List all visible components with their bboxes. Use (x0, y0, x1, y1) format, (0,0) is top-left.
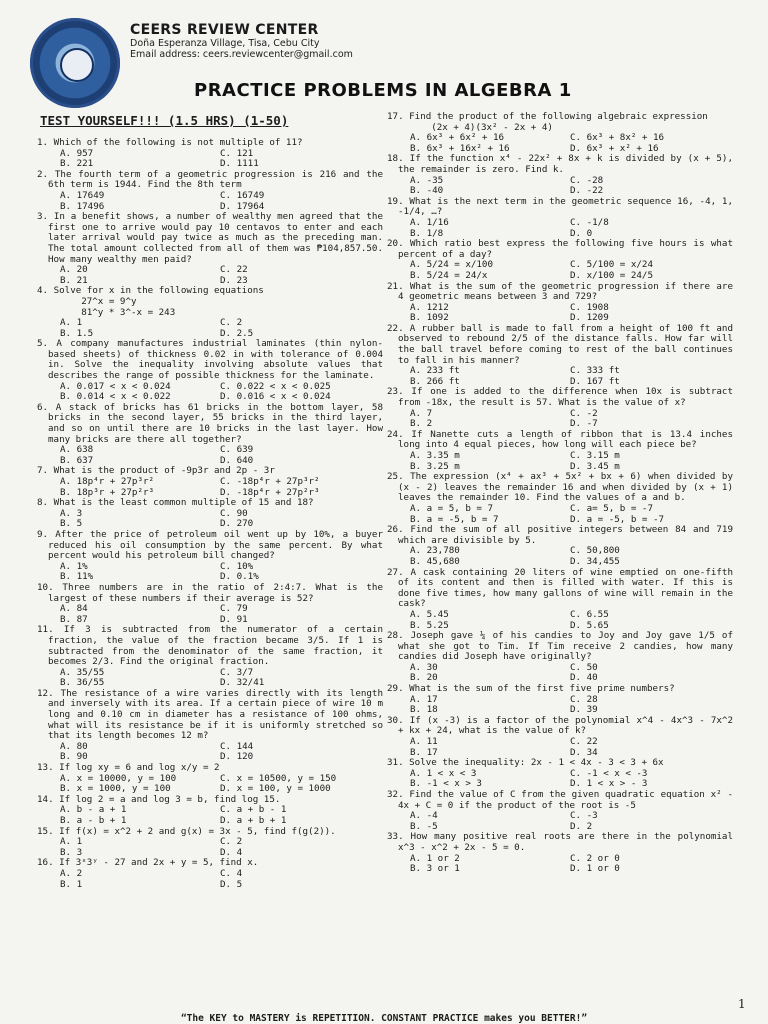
answer-option: B. 5/24 = 24/x (410, 269, 488, 281)
question-text: 27. A cask containing 20 liters of wine emptied on one-fifth of its content and then is filled with water. If this is done five times, how many gallons of wine will remain in the cask? (387, 566, 739, 610)
answer-options (387, 218, 733, 239)
answer-options (387, 737, 733, 758)
answer-option: C. 2 (220, 317, 243, 329)
answer-option: D. a = -5, b = -7 (570, 513, 665, 525)
question-text: 28. Joseph gave ¼ of his candies to Joy and Joy gave 1/5 of what she got to Tim. If Tim receive 2 candies, how many candies did Joseph have originally? (387, 630, 739, 663)
question-text: 32. Find the value of C from the given quadratic equation x² - 4x + C = 0 if the product of the root is -5 (387, 789, 739, 811)
question-item (37, 827, 383, 859)
footer-quote: “The KEY to MASTERY is REPETITION. CONSTANT PRACTICE makes you BETTER!” (180, 1013, 588, 1024)
answer-option: A. 1 (60, 836, 83, 848)
answer-options (37, 774, 383, 795)
question-item (387, 153, 739, 197)
question-item (387, 758, 733, 790)
question-text: 9. After the price of petroleum oil went up by 10%, a buyer reduced his oil consumption by the same percent. By what percent would his petroleum bill changed? (37, 528, 389, 562)
question-text: 8. What is the least common multiple of 15 and 18? (37, 497, 314, 509)
question-text: 26. Find the sum of all positive integers between 84 and 719 which are divisible by 5. (387, 524, 739, 546)
answer-option: D. 5 (220, 878, 243, 890)
answer-option: A. 20 (60, 264, 88, 276)
answer-option: C. 50,800 (570, 545, 620, 557)
answer-option: D. -22 (570, 185, 604, 197)
answer-option: A. -35 (410, 174, 444, 186)
answer-option: B. a = -5, b = 7 (410, 513, 499, 525)
answer-option: D. 34,455 (570, 555, 620, 567)
question-text: 23. If one is added to the difference when 10x is subtract from -18x, the result is 57. What is the value of x? (387, 386, 739, 409)
question-text: 7. What is the product of -9p3r and 2p - 3r (37, 465, 275, 477)
answer-option: A. 1212 (410, 301, 449, 313)
answer-option: C. 3.15 m (570, 450, 620, 461)
question-item (387, 471, 739, 525)
answer-option: B. 36/55 (60, 677, 105, 689)
answer-option: A. 1/16 (410, 216, 449, 228)
center-address: Doña Esperanza Village, Tisa, Cebu City (130, 38, 320, 49)
question-item (37, 795, 383, 827)
answer-option: D. 91 (220, 613, 248, 625)
answer-option: B. 18p³r + 27p²r³ (60, 486, 155, 498)
question-item (37, 498, 383, 530)
answer-options (387, 854, 733, 875)
question-item (387, 322, 739, 388)
answer-option: B. 1/8 (410, 227, 444, 239)
answer-options (387, 663, 733, 684)
question-item (387, 831, 739, 875)
answer-option: A. 84 (60, 603, 88, 615)
answer-option: C. 2 (220, 836, 243, 848)
page-number: 1 (738, 997, 746, 1011)
answer-option: D. 0 (570, 227, 593, 239)
answer-option: D. x/100 = 24/5 (570, 269, 653, 281)
answer-option: C. -3 (570, 810, 598, 822)
answer-option: B. 17496 (60, 200, 105, 212)
answer-option: A. 17649 (60, 189, 105, 201)
answer-option: A. 18p⁴r + 27p³r² (60, 476, 155, 487)
answer-option: D. 120 (220, 751, 254, 763)
question-item (37, 286, 383, 339)
answer-option: A. 17 (410, 693, 438, 705)
left-question-column (37, 137, 389, 890)
answer-options (37, 382, 383, 403)
question-item (37, 763, 383, 795)
question-item (387, 280, 739, 324)
answer-options (387, 769, 733, 790)
center-name: CEERS REVIEW CENTER (130, 22, 319, 38)
answer-option: B. 1092 (410, 312, 449, 324)
question-item (387, 684, 733, 716)
question-item (37, 211, 389, 286)
question-item (387, 386, 739, 430)
answer-option: A. 7 (410, 407, 433, 419)
answer-option: A. 5.45 (410, 608, 449, 620)
answer-option: B. 5.25 (410, 619, 449, 631)
question-text: 15. If f(x) = x^2 + 2 and g(x) = 3x - 5, find f(g(2)). (37, 825, 336, 837)
answer-option: B. 5 (60, 518, 83, 530)
question-item (37, 466, 383, 498)
answer-option: C. 333 ft (570, 365, 620, 377)
question-text: 21. What is the sum of the geometric progression if there are 4 geometric means between 3 and 729? (387, 280, 739, 303)
question-item (387, 195, 739, 239)
answer-options (387, 409, 733, 430)
answer-options (37, 805, 383, 826)
answer-option: B. -5 (410, 820, 438, 832)
question-text: 4. Solve for x in the following equations 27^x = 9^y 81^y * 3^-x = 243 (37, 285, 264, 318)
answer-option: D. 34 (570, 746, 598, 758)
answer-option: D. 0.1% (220, 571, 259, 583)
question-text: 11. If 3 is subtracted from the numerator of a certain fraction, the value of the fraction became 3/5. If 1 is subtracted from the denominator of the same fraction, it becomes 2/3. Find the original fraction. (37, 624, 389, 668)
answer-option: C. 10% (220, 560, 254, 572)
answer-option: C. 50 (570, 661, 598, 673)
answer-option: A. 638 (60, 444, 94, 456)
answer-option: C. 0.022 < x < 0.025 (220, 380, 331, 392)
answer-option: C. 4 (220, 867, 243, 879)
question-text: 16. If 3ˣ3ʸ - 27 and 2x + y = 5, find x. (37, 857, 259, 869)
answer-option: D. 167 ft (570, 375, 620, 387)
answer-option: B. -1 < x > 3 (410, 778, 482, 790)
answer-option: C. -18p⁴r + 27p³r² (220, 476, 320, 487)
answer-options (37, 562, 383, 583)
answer-option: D. 1 or 0 (570, 863, 620, 875)
answer-option: C. -1 < x < -3 (570, 767, 648, 779)
answer-option: A. 6x³ + 6x² + 16 (410, 132, 505, 144)
answer-option: D. 17964 (220, 200, 265, 212)
answer-option: B. 17 (410, 746, 438, 758)
answer-option: D. 23 (220, 274, 248, 286)
answer-options (37, 265, 383, 286)
question-item (37, 338, 389, 403)
question-text: 6. A stack of bricks has 61 bricks in the bottom layer, 58 bricks in the second layer, 55 bricks in the third layer, and so on until there are 10 bricks in the last layer. How many bricks are there all together? (37, 401, 389, 445)
answer-option: B. 2 (410, 418, 433, 430)
answer-option: A. a = 5, b = 7 (410, 502, 493, 514)
answer-option: D. 2 (570, 820, 593, 832)
question-text: 17. Find the product of the following algebraic expression (2x + 4)(3x² - 2x + 4) (387, 111, 708, 133)
ceers-logo (30, 18, 120, 108)
answer-option: D. 6x³ + x² + 16 (570, 142, 659, 154)
answer-option: D. 40 (570, 672, 598, 684)
answer-options (387, 610, 733, 631)
answer-option: D. 4 (220, 846, 243, 858)
answer-option: A. x = 10000, y = 100 (60, 772, 177, 784)
question-text: 29. What is the sum of the first five prime numbers? (387, 683, 675, 695)
answer-option: D. 5.65 (570, 619, 609, 631)
answer-option: B. 90 (60, 751, 88, 763)
question-item (37, 528, 389, 583)
question-item (37, 168, 389, 212)
question-text: 19. What is the next term in the geometric sequence 16, -4, 1, -1/4, …? (387, 195, 739, 218)
answer-option: A. 1% (60, 560, 88, 572)
answer-options (37, 604, 383, 625)
question-item (37, 858, 383, 890)
document-title: PRACTICE PROBLEMS IN ALGEBRA 1 (194, 80, 572, 101)
answer-option: A. 1 or 2 (410, 852, 460, 864)
answer-options (37, 149, 383, 170)
question-item (387, 789, 739, 832)
question-item (387, 630, 739, 684)
answer-option: B. 3 or 1 (410, 863, 460, 875)
answer-option: A. 30 (410, 661, 438, 673)
answer-options (37, 191, 383, 212)
question-text: 20. Which ratio best express the following five hours is what percent of a day? (387, 238, 739, 260)
answer-options (37, 742, 383, 763)
answer-option: A. 233 ft (410, 365, 460, 377)
logo-emblem (60, 48, 94, 82)
answer-option: C. 16749 (220, 189, 265, 201)
question-item (37, 687, 389, 763)
question-item (387, 524, 739, 567)
question-text: 10. Three numbers are in the ratio of 2:4:7. What is the largest of these numbers if their average is 52? (37, 581, 389, 604)
answer-option: C. 22 (570, 736, 598, 748)
question-text: 12. The resistance of a wire varies directly with its length and inversely with its area. If a certain piece of wire 10 m long and 0.10 cm in diameter has a resistance of 100 ohms, what will its resistance be if it is uniformly stretched so that its length becomes 12 m? (37, 687, 389, 742)
answer-option: A. 23,780 (410, 545, 460, 557)
answer-option: B. 221 (60, 158, 94, 170)
question-item (387, 238, 739, 281)
question-item (387, 714, 739, 758)
answer-options (387, 695, 733, 716)
answer-option: B. a - b + 1 (60, 815, 127, 826)
answer-options (37, 445, 383, 466)
answer-option: B. 266 ft (410, 375, 460, 387)
answer-option: A. 0.017 < x < 0.024 (60, 380, 171, 392)
answer-option: A. 1 < x < 3 (410, 767, 477, 779)
answer-option: B. 637 (60, 454, 94, 466)
question-text: 1. Which of the following is not multiple of 11? (37, 137, 303, 148)
answer-option: C. x = 10500, y = 150 (220, 772, 337, 784)
question-text: 5. A company manufactures industrial laminates (thin nylon-based sheets) of thickness 0.02 in with tolerance of 0.004 in. Solve the inequality involving absolute values that describes the range of possible thickness for the laminate. (37, 338, 389, 382)
answer-option: B. 1 (60, 878, 83, 890)
answer-options (37, 837, 383, 858)
question-text: 2. The fourth term of a geometric progression is 216 and the 6th term is 1944. Find the 8th term (37, 168, 389, 191)
answer-option: D. 1111 (220, 158, 259, 170)
answer-option: C. 22 (220, 264, 248, 276)
question-text: 24. If Nanette cuts a length of ribbon that is 13.4 inches long into 4 equal pieces, how long will each piece be? (387, 428, 739, 451)
answer-option: B. 18 (410, 704, 438, 716)
answer-option: C. 144 (220, 740, 254, 752)
answer-option: A. 3 (60, 507, 83, 519)
answer-option: A. b - a + 1 (60, 804, 127, 816)
answer-option: B. 0.014 < x < 0.022 (60, 391, 171, 403)
question-text: 13. If log xy = 6 and log x/y = 2 (37, 762, 220, 774)
answer-option: A. 35/55 (60, 666, 105, 678)
answer-option: A. 80 (60, 740, 88, 752)
question-item (387, 428, 739, 472)
answer-option: D. 1209 (570, 312, 609, 324)
answer-option: C. 6.55 (570, 608, 609, 620)
question-item (37, 624, 389, 689)
answer-option: C. a + b - 1 (220, 804, 287, 816)
answer-option: B. 1.5 (60, 327, 94, 339)
answer-options (37, 318, 383, 339)
answer-option: D. a + b + 1 (220, 815, 287, 826)
question-text: 25. The expression (x⁴ + ax³ + 5x² + bx + 6) when divided by (x - 2) leaves the remainder 16 and when divided by (x + 1) leaves the remainder 10. Find the values of a and b. (387, 471, 739, 504)
answer-option: B. 45,680 (410, 555, 460, 567)
question-text: 31. Solve the inequality: 2x - 1 < 4x - 3 < 3 + 6x (387, 757, 664, 769)
answer-options (37, 869, 383, 890)
answer-option: B. 3 (60, 846, 83, 858)
answer-options (387, 133, 733, 154)
question-text: 30. If (x -3) is a factor of the polynomial x^4 - 4x^3 - 7x^2 + kx + 24, what is the value of k? (387, 714, 739, 737)
answer-option: C. 28 (570, 693, 598, 705)
answer-option: D. 0.016 < x < 0.024 (220, 391, 331, 403)
question-text: 18. If the function x⁴ - 22x² + 8x + k is divided by (x + 5), the remainder is zero. Find k. (387, 153, 739, 175)
answer-option: C. -28 (570, 174, 604, 186)
answer-options (387, 303, 733, 324)
answer-options (387, 504, 733, 525)
answer-option: B. x = 1000, y = 100 (60, 783, 171, 795)
answer-options (387, 546, 733, 567)
answer-option: B. 21 (60, 274, 88, 286)
answer-option: A. 3.35 m (410, 450, 460, 461)
question-text: 33. How many positive real roots are there in the polynomial x^3 - x^2 + 2x - 5 = 0. (387, 831, 739, 853)
answer-options (37, 668, 383, 689)
answer-option: D. 39 (570, 704, 598, 716)
answer-option: B. 6x³ + 16x² + 16 (410, 142, 510, 154)
answer-option: A. -4 (410, 810, 438, 822)
question-item (387, 566, 739, 632)
answer-options (387, 366, 733, 387)
answer-option: B. 87 (60, 613, 88, 625)
answer-option: D. 3.45 m (570, 460, 620, 472)
question-text: 14. If log 2 = a and log 3 = b, find log 15. (37, 793, 281, 805)
answer-option: D. 32/41 (220, 677, 265, 689)
answer-option: C. 2 or 0 (570, 852, 620, 864)
answer-option: C. a= 5, b = -7 (570, 502, 653, 514)
answer-option: C. 639 (220, 444, 254, 456)
answer-option: C. -1/8 (570, 216, 609, 228)
right-question-column (387, 111, 739, 875)
question-item (387, 112, 733, 154)
question-item (37, 581, 389, 625)
answer-option: D. -18p⁴r + 27p²r³ (220, 486, 320, 498)
answer-option: C. -2 (570, 407, 598, 419)
answer-options (37, 477, 383, 498)
question-item (37, 401, 389, 467)
question-item (37, 138, 383, 170)
answer-option: D. 2.5 (220, 327, 254, 339)
answer-option: D. 640 (220, 454, 254, 466)
answer-option: D. -7 (570, 418, 598, 430)
answer-option: D. 1 < x > - 3 (570, 778, 648, 790)
answer-option: D. x = 100, y = 1000 (220, 783, 331, 795)
answer-option: C. 121 (220, 147, 254, 159)
center-email: Email address: ceers.reviewcenter@gmail.com (130, 49, 353, 60)
answer-option: B. 20 (410, 672, 438, 684)
answer-option: B. -40 (410, 185, 444, 197)
answer-options (387, 451, 733, 472)
answer-option: C. 79 (220, 603, 248, 615)
answer-option: A. 1 (60, 317, 83, 329)
answer-options (387, 260, 733, 281)
document-header (0, 0, 768, 110)
answer-option: A. 11 (410, 736, 438, 748)
answer-option: A. 2 (60, 867, 83, 879)
answer-options (387, 811, 733, 832)
question-text: 3. In a benefit shows, a number of wealthy men agreed that the first one to arrive would pay 10 centavos to enter and each later arrival would pay twice as much as the preceding man. The total amount collected from all of them was ₱104,857.50. How many wealthy men paid? (37, 211, 389, 265)
answer-options (387, 176, 733, 197)
answer-option: A. 957 (60, 147, 94, 159)
answer-option: A. 5/24 = x/100 (410, 259, 493, 271)
answer-option: C. 6x³ + 8x² + 16 (570, 132, 665, 144)
answer-option: D. 270 (220, 518, 254, 530)
answer-option: B. 3.25 m (410, 460, 460, 472)
answer-option: C. 5/100 = x/24 (570, 259, 653, 271)
question-text: 22. A rubber ball is made to fall from a height of 100 ft and observed to rebound 2/5 of the distance falls. How far will the ball travel before coming to rest of the ball continues to fall in his manner? (387, 322, 739, 366)
test-heading: TEST YOURSELF!!! (1.5 HRS) (1-50) (40, 113, 289, 128)
answer-option: B. 11% (60, 571, 94, 583)
answer-option: C. 1908 (570, 301, 609, 313)
answer-option: C. 3/7 (220, 666, 254, 678)
answer-options (37, 509, 383, 530)
answer-option: C. 90 (220, 507, 248, 519)
